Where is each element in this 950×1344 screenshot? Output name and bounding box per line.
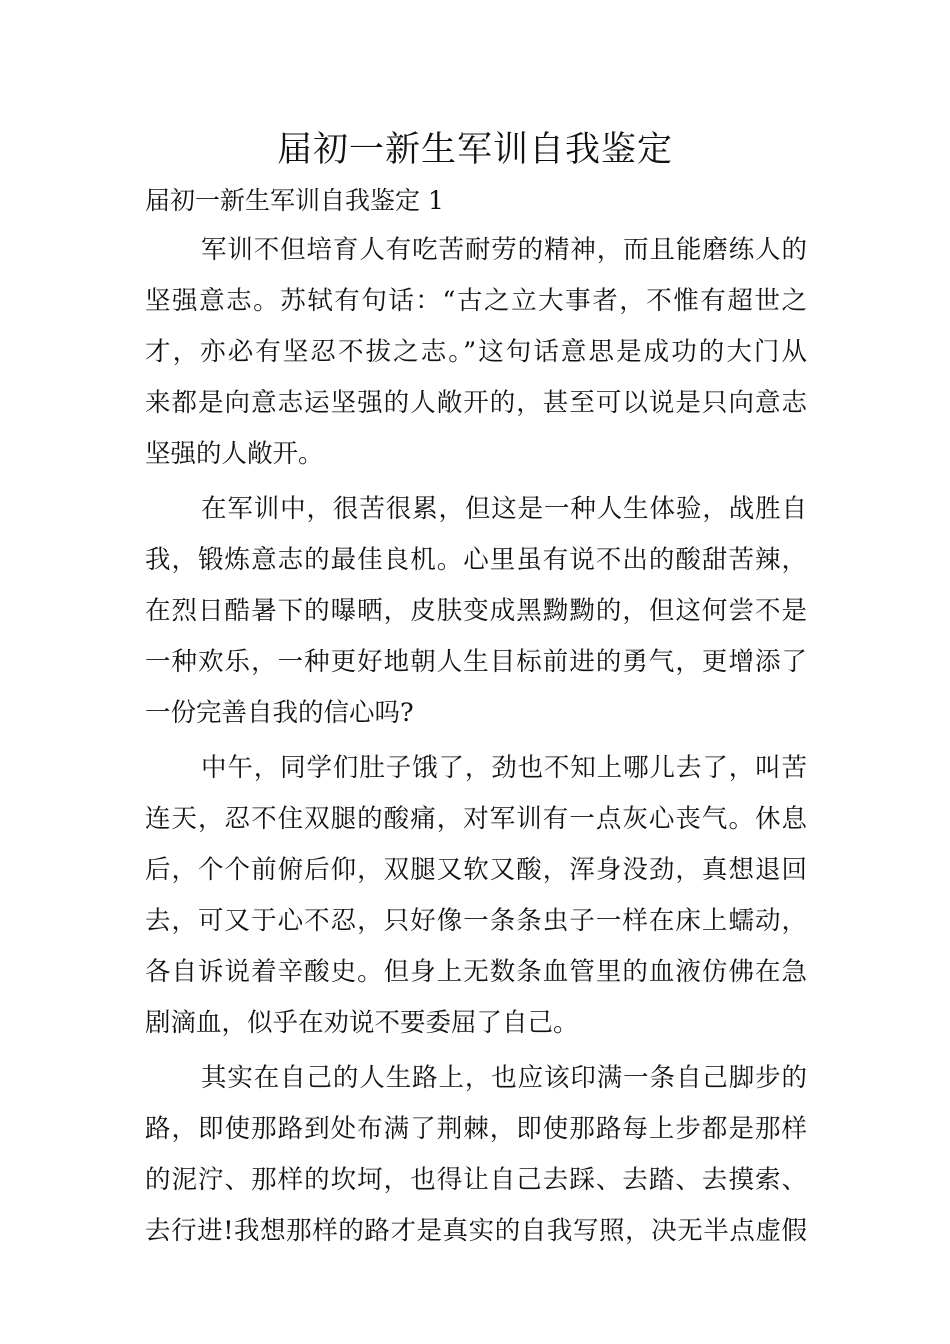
text-line: 各自诉说着辛酸史。但身上无数条血管里的血液仿佛在急 (145, 957, 807, 987)
text-line: 后，个个前俯后仰，双腿又软又酸，浑身没劲，真想退回 (145, 855, 807, 885)
text-line: 我，锻炼意志的最佳良机。心里虽有说不出的酸甜苦辣， (145, 545, 807, 575)
text-line: 一份完善自我的信心吗? (145, 698, 414, 728)
text-line: 才，亦必有坚忍不拔之志。”这句话意思是成功的大门从 (145, 337, 807, 367)
text-line: 军训不但培育人有吃苦耐劳的精神，而且能磨练人的 (201, 235, 807, 265)
text-line: 其实在自己的人生路上，也应该印满一条自己脚步的 (201, 1063, 807, 1093)
text-line: 连天，忍不住双腿的酸痛，对军训有一点灰心丧气。休息 (145, 804, 807, 834)
text-line: 中午，同学们肚子饿了，劲也不知上哪儿去了，叫苦 (201, 753, 807, 783)
paragraph (145, 1053, 807, 1257)
text-line: 在烈日酷暑下的曝晒，皮肤变成黑黝黝的，但这何尝不是 (145, 596, 807, 626)
text-line: 来都是向意志运坚强的人敞开的，甚至可以说是只向意志 (145, 388, 807, 418)
section-heading: 届初一新生军训自我鉴定 1 (145, 186, 444, 215)
paragraph (145, 484, 807, 739)
document-title: 届初一新生军训自我鉴定 (276, 130, 673, 170)
text-line: 剧滴血，似乎在劝说不要委屈了自己。 (145, 1008, 579, 1038)
text-line: 坚强意志。苏轼有句话：“古之立大事者，不惟有超世之 (145, 286, 807, 316)
text-line: 在军训中，很苦很累，但这是一种人生体验，战胜自 (201, 494, 807, 524)
text-line: 一种欢乐，一种更好地朝人生目标前进的勇气，更增添了 (145, 647, 807, 677)
paragraph (145, 225, 807, 480)
document-body (145, 225, 807, 1261)
paragraph (145, 743, 807, 1049)
text-line: 去，可又于心不忍，只好像一条条虫子一样在床上蠕动， (145, 906, 807, 936)
text-line: 的泥泞、那样的坎坷，也得让自己去踩、去踏、去摸索、 (145, 1165, 807, 1195)
text-line: 去行进!我想那样的路才是真实的自我写照，决无半点虚假 (145, 1216, 807, 1246)
text-line: 坚强的人敞开。 (145, 439, 324, 469)
text-line: 路，即使那路到处布满了荆棘，即使那路每上步都是那样 (145, 1114, 807, 1144)
